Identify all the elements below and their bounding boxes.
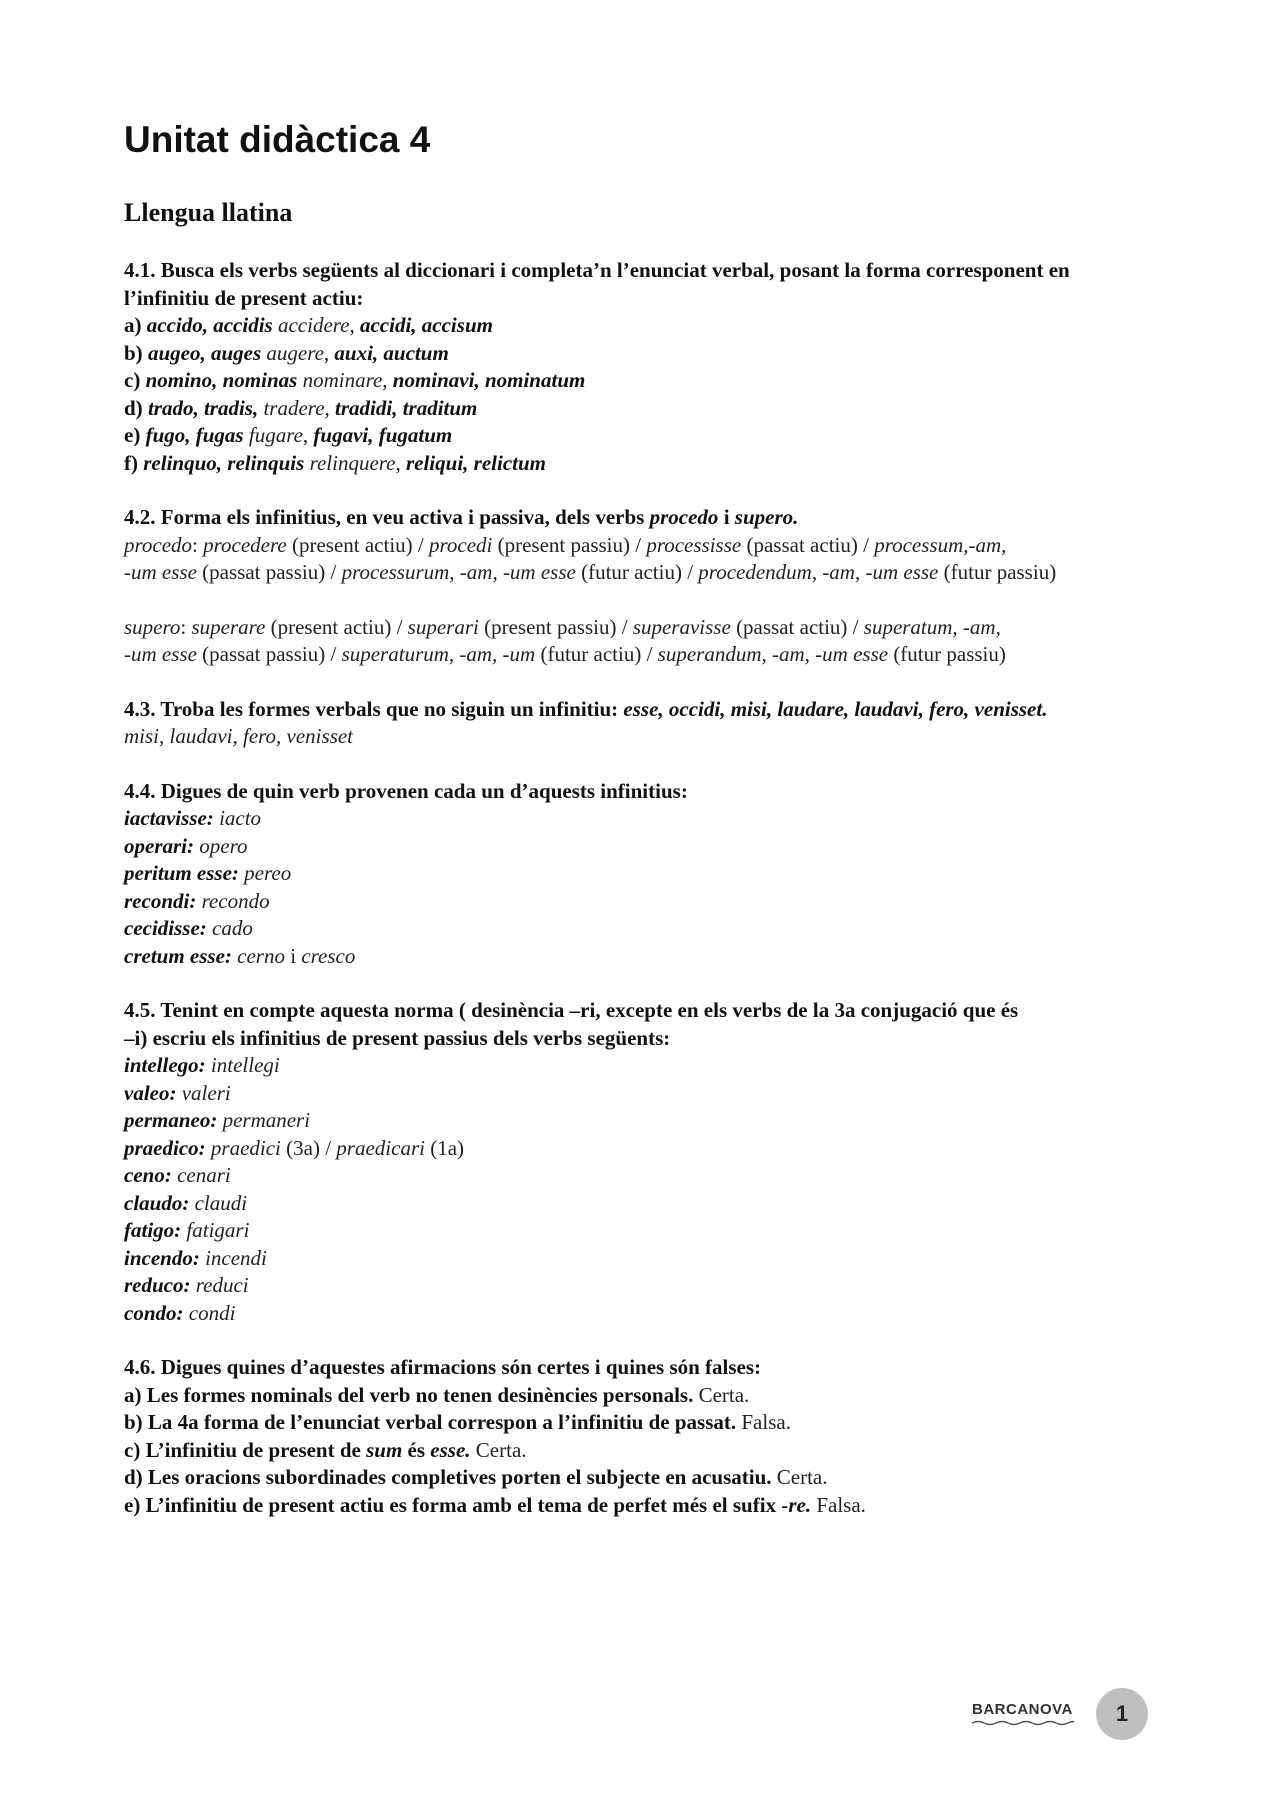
verb-forms	[334, 341, 448, 365]
form-label: (futur actiu) /	[575, 560, 699, 585]
statement-text: és	[407, 1437, 426, 1462]
infinitive	[124, 916, 207, 940]
verb-forms-text: tradidi, traditum	[335, 395, 478, 420]
verb-forms	[146, 423, 244, 447]
item-letter: f)	[124, 450, 138, 475]
statement-text: a) Les formes nominals del verb no tenen desinències personals.	[124, 1382, 694, 1407]
document-page	[124, 120, 1164, 1546]
statement-answer: Certa.	[475, 1437, 527, 1462]
infinitive	[124, 834, 194, 858]
exercise-question: 4.6. Digues quines d’aquestes afirmacions són certes i quines són falses:	[124, 1355, 762, 1380]
verb-forms	[147, 313, 273, 337]
exercise-4-6	[124, 1354, 1164, 1519]
verb	[124, 1273, 191, 1297]
infinitive-text: iactavisse:	[124, 806, 214, 831]
form-label: (passat passiu) /	[196, 642, 342, 667]
latin-form: processurum, -am, -um esse	[341, 560, 576, 585]
verb-text: valeo:	[124, 1080, 177, 1105]
form-label: (present passiu) /	[492, 532, 647, 557]
source-verb: cresco	[301, 943, 356, 968]
verb-text: incendo:	[124, 1245, 200, 1270]
statement-answer: Certa.	[776, 1465, 828, 1490]
question-verb: procedo	[649, 505, 719, 530]
infinitive	[124, 861, 239, 885]
form-label: (passat actiu) /	[730, 614, 864, 639]
question-verb: supero.	[734, 505, 799, 530]
form-label: :	[192, 532, 204, 557]
verb-text: permaneo:	[124, 1108, 218, 1133]
form-label: (passat passiu) /	[196, 560, 342, 585]
verb-forms-text: nominavi, nominatum	[392, 368, 586, 393]
publisher-logo: BARCANOVA	[972, 1701, 1073, 1718]
infinitive-text: operari:	[124, 833, 194, 858]
form-label: :	[180, 614, 192, 639]
infinitive-entry	[124, 833, 1164, 861]
statement-term: esse.	[430, 1437, 471, 1462]
page-title: Unitat didàctica 4	[124, 119, 431, 160]
source-verb: recondo	[201, 888, 270, 913]
item-letter: c)	[124, 368, 141, 393]
verb-entry	[124, 1245, 1164, 1273]
verb-entry: c) nomino, nominas nominare, nominavi, nominatum	[124, 368, 586, 393]
verb-entry	[124, 1162, 1164, 1190]
spacer	[124, 587, 1164, 614]
verb-forms-text: reliqui, relictum	[405, 450, 546, 475]
exercise-question	[124, 696, 1164, 724]
verb-forms	[146, 368, 298, 392]
statement-answer: Falsa.	[741, 1410, 791, 1435]
exercise-4-1	[124, 257, 1164, 477]
exercise-items	[124, 312, 1164, 477]
infinitive	[124, 806, 214, 830]
verb-text: intellego:	[124, 1053, 206, 1078]
answer-line	[124, 559, 1164, 587]
statement-c	[124, 1437, 1164, 1465]
verb-entry: a) accido, accidis accidere, accidi, accisum	[124, 313, 493, 338]
infinitive-answer: tradere	[263, 395, 325, 420]
latin-form: superavisse	[632, 614, 731, 639]
form-label: (futur actiu) /	[535, 642, 658, 667]
verb-text: ceno:	[124, 1163, 172, 1188]
question-text: i	[723, 505, 730, 530]
infinitive-text: recondi:	[124, 888, 197, 913]
verb-forms-text: accido, accidis	[146, 313, 273, 338]
statement-a	[124, 1382, 1164, 1410]
verb-entry	[124, 1300, 1164, 1328]
passive-infinitive: cenari	[177, 1163, 231, 1188]
verb-entry	[124, 1080, 1164, 1108]
verb-forms-text: nomino, nominas	[145, 368, 298, 393]
verb-entry: f) relinquo, relinquis relinquere, reliqui, relictum	[124, 450, 546, 475]
verb-forms-text: accidi, accisum	[359, 313, 493, 338]
form-label: (present actiu) /	[265, 614, 408, 639]
conjugation-note: (1a)	[430, 1135, 465, 1160]
verb-forms-text: trado, tradis,	[147, 395, 259, 420]
passive-infinitive: praedici	[210, 1135, 281, 1160]
verb-entry	[124, 1217, 1164, 1245]
latin-form: superare	[191, 614, 266, 639]
statement-text: e) L’infinitiu de present actiu es forma amb el tema de perfet més el sufix	[124, 1492, 777, 1517]
exercise-4-2	[124, 504, 1164, 669]
verb-forms	[360, 313, 493, 337]
passive-infinitive: fatigari	[186, 1218, 250, 1243]
form-label: (present passiu) /	[478, 614, 633, 639]
form-label: (passat actiu) /	[741, 532, 875, 557]
verb-text: praedico:	[124, 1135, 206, 1160]
verb-forms-text: augeo, auges	[147, 340, 262, 365]
passive-infinitive: incendi	[205, 1245, 267, 1270]
exercise-question: –i) escriu els infinitius de present passius dels verbs següents:	[124, 1025, 671, 1050]
source-verb: opero	[199, 833, 248, 858]
infinitive-text: peritum esse:	[124, 861, 239, 886]
infinitive-answer: accidere	[277, 313, 350, 338]
verb-forms	[143, 451, 304, 475]
infinitive-answer: relinquere	[309, 450, 396, 475]
question-text: 4.3. Troba les formes verbals que no siguin un infinitiu:	[124, 696, 619, 721]
answer-line	[124, 641, 1164, 669]
infinitive-entry	[124, 888, 1164, 916]
infinitive	[124, 889, 196, 913]
verb-entry	[124, 1107, 1164, 1135]
verb-forms-text: fugavi, fugatum	[313, 423, 453, 448]
verb	[124, 1218, 181, 1242]
verb-forms	[148, 396, 258, 420]
infinitive-entry	[124, 805, 1164, 833]
exercise-question	[124, 504, 1164, 532]
statement-e	[124, 1492, 1164, 1520]
verb-entry	[124, 1272, 1164, 1300]
passive-infinitive: praedicari	[336, 1135, 425, 1160]
infinitive-answer: nominare	[302, 368, 383, 393]
infinitive-entry	[124, 860, 1164, 888]
verb-entry: e) fugo, fugas fugare, fugavi, fugatum	[124, 423, 453, 448]
form-label: (futur passiu)	[938, 560, 1057, 585]
exercise-4-5	[124, 997, 1164, 1327]
statement-text: d) Les oracions subordinades completives porten el subjecte en acusatiu.	[124, 1465, 772, 1490]
verb-forms	[406, 451, 546, 475]
verb-forms	[335, 396, 477, 420]
verb	[124, 1081, 176, 1105]
infinitive-answer: augere	[266, 340, 324, 365]
verb-forms-text: fugo, fugas	[145, 423, 244, 448]
passive-infinitive: intellegi	[210, 1053, 280, 1078]
conjunction: i	[290, 943, 297, 968]
item-letter: d)	[124, 395, 143, 420]
latin-form: -um esse	[124, 560, 197, 585]
form-label: (futur passiu)	[888, 642, 1006, 667]
verb-text: fatigo:	[124, 1218, 182, 1243]
form-label: (present actiu) /	[286, 532, 429, 557]
source-verb: pereo	[244, 861, 292, 886]
exercise-4-4	[124, 778, 1164, 971]
passive-infinitive: claudi	[194, 1190, 248, 1215]
exercise-4-3	[124, 696, 1164, 751]
source-verb: iacto	[219, 806, 262, 831]
verb	[124, 1053, 206, 1077]
latin-form: superaturum, -am, -um	[341, 642, 536, 667]
exercise-items	[124, 805, 1164, 970]
verb	[124, 1191, 189, 1215]
verb-text: condo:	[124, 1300, 184, 1325]
passive-infinitive: permaneri	[222, 1108, 311, 1133]
verb-entry	[124, 1190, 1164, 1218]
latin-form: procedi	[429, 532, 493, 557]
logo-wave-icon	[972, 1720, 1074, 1726]
question-text: 4.2. Forma els infinitius, en veu activa i passiva, dels verbs	[124, 505, 645, 530]
exercise-question: l’infinitiu de present actiu:	[124, 285, 364, 310]
verb-entry	[124, 1135, 1164, 1163]
verb	[124, 1163, 172, 1187]
infinitive-answer: fugare	[248, 423, 303, 448]
section-heading: Llengua llatina	[124, 197, 293, 227]
latin-form: supero	[124, 614, 181, 639]
passive-infinitive: reduci	[195, 1273, 249, 1298]
exercise-question: 4.1. Busca els verbs següents al diccionari i completa’n l’enunciat verbal, posant la forma corresponent en	[124, 258, 1070, 283]
item-letter: e)	[124, 423, 141, 448]
infinitive-text: cretum esse:	[124, 943, 232, 968]
latin-form: procedo	[124, 532, 193, 557]
latin-form: -um esse	[124, 642, 197, 667]
latin-form: superatum, -am,	[863, 614, 1001, 639]
verb	[124, 1246, 200, 1270]
verb	[124, 1136, 206, 1160]
statement-term: sum	[366, 1437, 403, 1462]
question-forms: esse, occidi, misi, laudare, laudavi, fero, venisset.	[623, 696, 1048, 721]
source-verb: cado	[212, 916, 253, 941]
statement-d	[124, 1464, 1164, 1492]
latin-form: procedendum, -am, -um esse	[698, 560, 939, 585]
verb-forms	[148, 341, 261, 365]
infinitive	[124, 944, 232, 968]
latin-form: procedere	[203, 532, 287, 557]
infinitive-entry	[124, 915, 1164, 943]
latin-form: superandum, -am, -um esse	[657, 642, 889, 667]
verb-forms-text: relinquo, relinquis	[143, 450, 305, 475]
infinitive-entry	[124, 943, 1164, 971]
verb-entry: b) augeo, auges augere, auxi, auctum	[124, 340, 449, 365]
passive-infinitive: valeri	[181, 1080, 231, 1105]
verb-entry	[124, 1052, 1164, 1080]
verb-forms	[393, 368, 586, 392]
statement-answer: Certa.	[698, 1382, 750, 1407]
verb-text: reduco:	[124, 1273, 191, 1298]
statement-term: -re.	[781, 1492, 812, 1517]
statement-answer: Falsa.	[816, 1492, 866, 1517]
exercise-question: 4.5. Tenint en compte aquesta norma ( desinència –ri, excepte en els verbs de la 3a conjugació que és	[124, 998, 1019, 1023]
source-verb: cerno	[237, 943, 285, 968]
latin-form: processum,-am,	[874, 532, 1007, 557]
verb-text: claudo:	[124, 1190, 190, 1215]
verb	[124, 1301, 184, 1325]
statement-b	[124, 1409, 1164, 1437]
infinitive-text: cecidisse:	[124, 916, 207, 941]
exercise-items	[124, 1052, 1164, 1327]
page-number: 1	[1096, 1688, 1148, 1740]
verb-entry: d) trado, tradis, tradere, tradidi, traditum	[124, 395, 478, 420]
answer-line	[124, 614, 1164, 642]
verb	[124, 1108, 217, 1132]
conjugation-note: (3a) /	[286, 1135, 332, 1160]
exercise-question: 4.4. Digues de quin verb provenen cada un d’aquests infinitius:	[124, 778, 688, 803]
statement-text: c) L’infinitiu de present de	[124, 1437, 361, 1462]
item-letter: b)	[124, 340, 143, 365]
verb-forms-text: auxi, auctum	[334, 340, 449, 365]
answer-line	[124, 532, 1164, 560]
passive-infinitive: condi	[188, 1300, 236, 1325]
latin-form: processisse	[646, 532, 742, 557]
item-letter: a)	[124, 313, 142, 338]
statement-text: b) La 4a forma de l’enunciat verbal correspon a l’infinitiu de passat.	[124, 1410, 737, 1435]
verb-forms	[313, 423, 452, 447]
latin-form: superari	[407, 614, 479, 639]
answer-line: misi, laudavi, fero, venisset	[124, 724, 354, 749]
